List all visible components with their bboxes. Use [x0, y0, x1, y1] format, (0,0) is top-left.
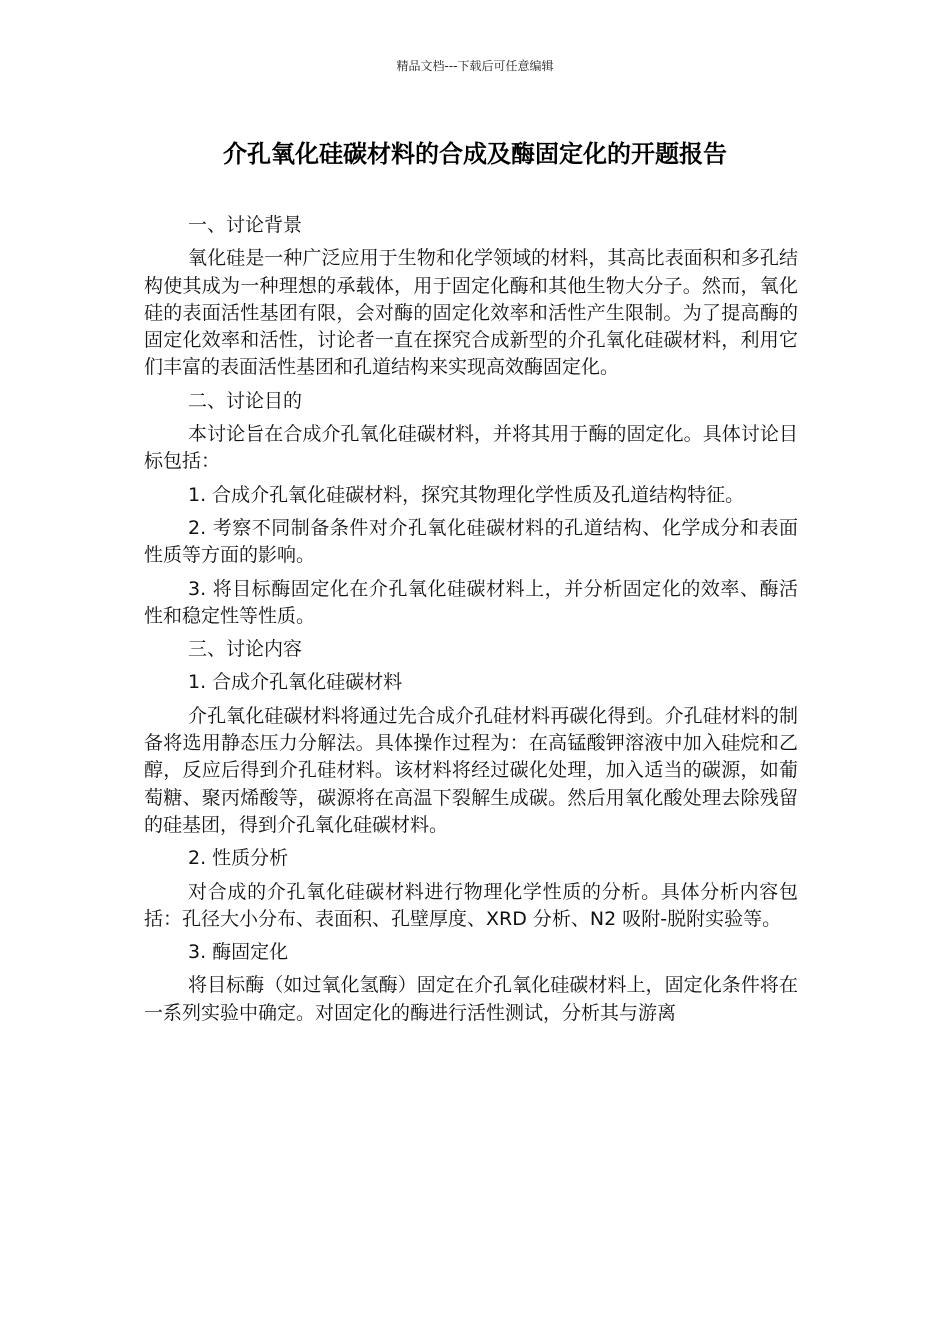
- section-heading-purpose: 二、讨论目的: [188, 389, 303, 412]
- section-heading-background: 一、讨论背景: [188, 214, 303, 236]
- section-heading-content: 三、讨论内容: [188, 638, 303, 661]
- subheading-immobilization: 3. 酶固定化: [188, 941, 289, 964]
- paragraph-immobilization: 将目标酶（如过氧化氢酶）固定在介孔氧化硅碳材料上，固定化条件将在一系列实验中确定。对固定化的酶进行活性测试，分析其与游离: [144, 974, 798, 1024]
- goal-item-3: 3. 将目标酶固定化在介孔氧化硅碳材料上，并分析固定化的效率、酶活性和稳定性等性质。: [144, 577, 798, 627]
- document-title: 介孔氧化硅碳材料的合成及酶固定化的开题报告: [223, 140, 727, 168]
- paragraph-background: 氧化硅是一种广泛应用于生物和化学领域的材料，其高比表面积和多孔结构使其成为一种理想的承载体，用于固定化酶和其他生物大分子。然而，氧化硅的表面活性基团有限，会对酶的固定化效率和活性产生限制。为了提高酶的固定化效率和活性，讨论者一直在探究合成新型的介孔氧化硅碳材料，利用它们丰富的表面活性基团和孔道结构来实现高效酶固定化。: [144, 247, 798, 379]
- paragraph-analysis: 对合成的介孔氧化硅碳材料进行物理化学性质的分析。具体分析内容包括：孔径大小分布、表面积、孔壁厚度、XRD 分析、N2 吸附-脱附实验等。: [144, 880, 798, 930]
- subheading-synthesis: 1. 合成介孔氧化硅碳材料: [188, 671, 403, 694]
- subheading-analysis: 2. 性质分析: [188, 847, 289, 870]
- goal-item-1: 1. 合成介孔氧化硅碳材料，探究其物理化学性质及孔道结构特征。: [188, 483, 745, 506]
- goal-item-2: 2. 考察不同制备条件对介孔氧化硅碳材料的孔道结构、化学成分和表面性质等方面的影响。: [144, 516, 798, 567]
- page-header: 精品文档---下载后可任意编辑: [396, 59, 554, 73]
- paragraph-synthesis: 介孔氧化硅碳材料将通过先合成介孔硅材料再碳化得到。介孔硅材料的制备将选用静态压力分解法。具体操作过程为：在高锰酸钾溶液中加入硅烷和乙醇，反应后得到介孔硅材料。该材料将经过碳化处理，加入适当的碳源，如葡萄糖、聚丙烯酸等，碳源将在高温下裂解生成碳。然后用氧化酸处理去除残留的硅基团，得到介孔氧化硅碳材料。: [144, 704, 798, 836]
- document-body: [144, 212, 798, 1027]
- paragraph-purpose: 本讨论旨在合成介孔氧化硅碳材料，并将其用于酶的固定化。具体讨论目标包括：: [144, 423, 798, 473]
